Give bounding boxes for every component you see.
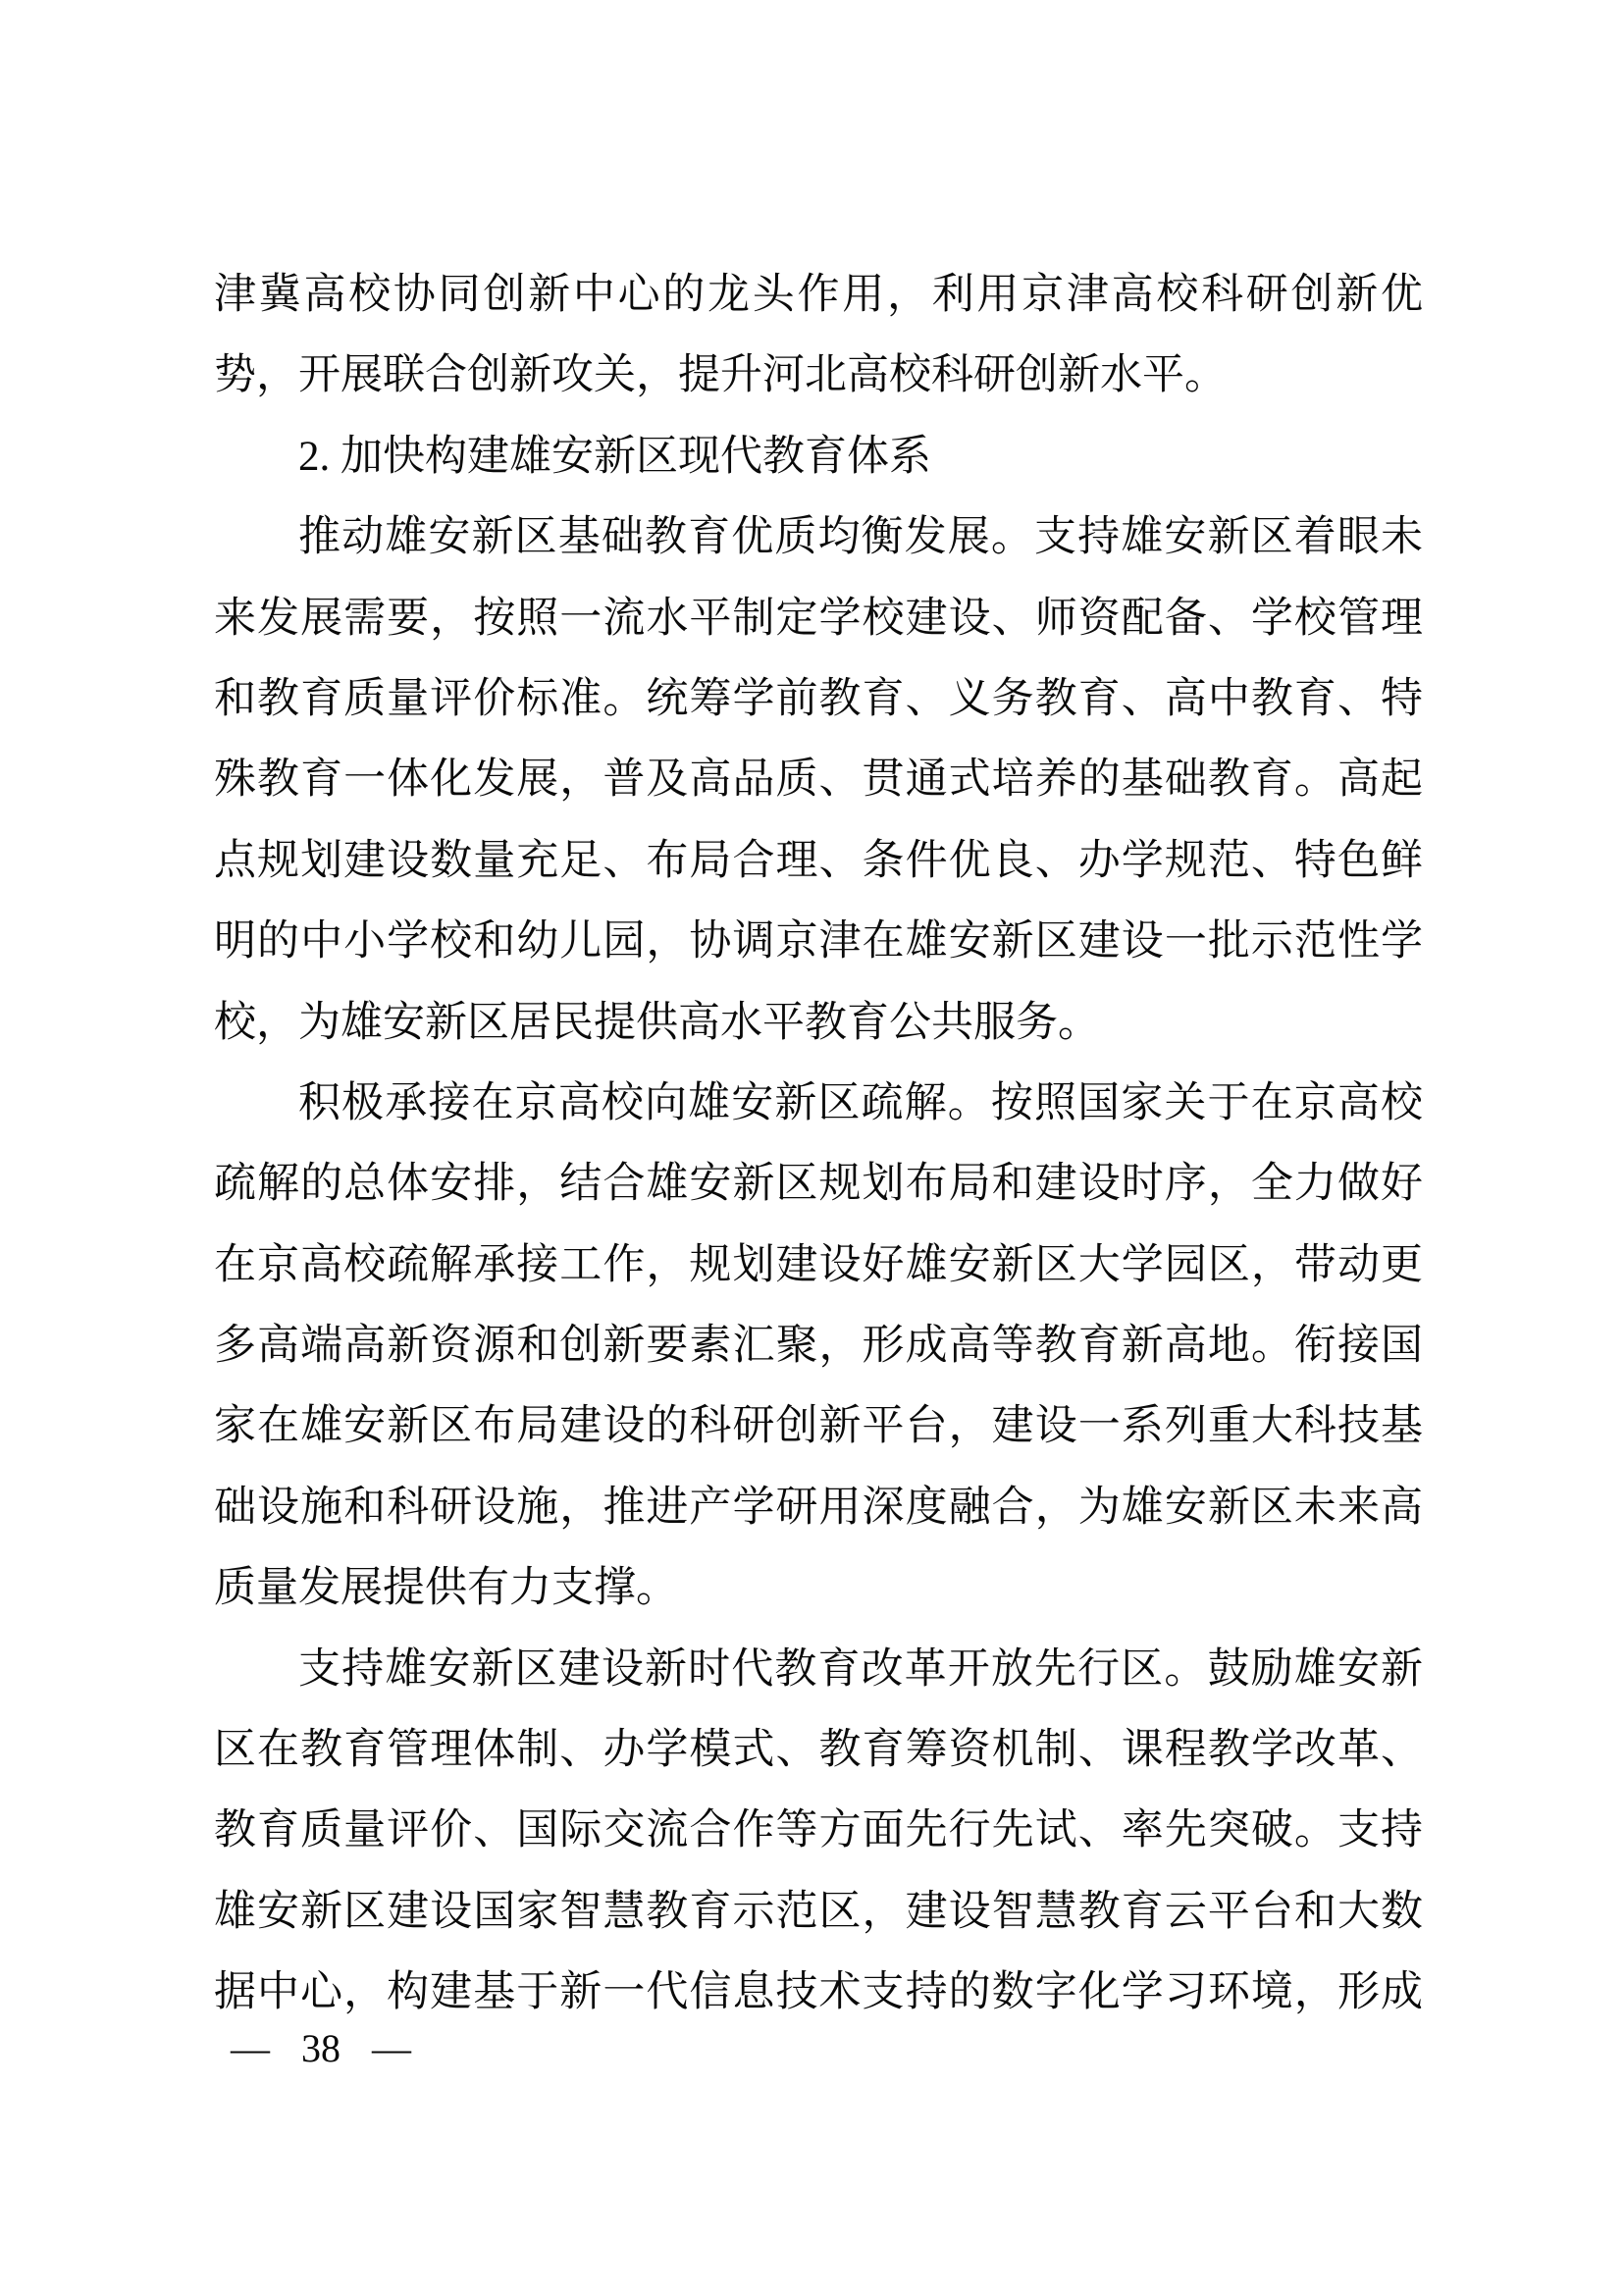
text-line: 点规划建设数量充足、布局合理、条件优良、办学规范、特色鲜 (214, 837, 1423, 884)
text-line: 质量发展提供有力支撑。 (214, 1565, 678, 1612)
text-line: 津冀高校协同创新中心的龙头作用，利用京津高校科研创新优 (214, 272, 1423, 318)
text-line: 疏解的总体安排，结合雄安新区规划布局和建设时序，全力做好 (214, 1161, 1423, 1208)
text-line: 推动雄安新区基础教育优质均衡发展。支持雄安新区着眼未 (298, 514, 1423, 561)
text-line: 来发展需要，按照一流水平制定学校建设、师资配备、学校管理 (214, 595, 1423, 642)
text-line: 势，开展联合创新攻关，提升河北高校科研创新水平。 (214, 352, 1227, 399)
text-line: 据中心，构建基于新一代信息技术支持的数字化学习环境，形成 (214, 1969, 1423, 2016)
page-number: — 38 — (231, 2026, 411, 2070)
text-line: 和教育质量评价标准。统筹学前教育、义务教育、高中教育、特 (214, 675, 1423, 722)
text-line: 在京高校疏解承接工作，规划建设好雄安新区大学园区，带动更 (214, 1241, 1423, 1288)
text-line: 家在雄安新区布局建设的科研创新平台，建设一系列重大科技基 (214, 1403, 1423, 1450)
text-line: 殊教育一体化发展，普及高品质、贯通式培养的基础教育。高起 (214, 757, 1423, 804)
text-line: 教育质量评价、国际交流合作等方面先行先试、率先突破。支持 (214, 1807, 1423, 1854)
text-line: 区在教育管理体制、办学模式、教育筹资机制、课程教学改革、 (214, 1727, 1423, 1774)
text-line: 雄安新区建设国家智慧教育示范区，建设智慧教育云平台和大数 (214, 1888, 1423, 1935)
text-line: 础设施和科研设施，推进产学研用深度融合，为雄安新区未来高 (214, 1484, 1423, 1531)
text-line: 支持雄安新区建设新时代教育改革开放先行区。鼓励雄安新 (298, 1645, 1423, 1693)
text-line: 积极承接在京高校向雄安新区疏解。按照国家关于在京高校 (298, 1079, 1423, 1126)
text-line: 多高端高新资源和创新要素汇聚，形成高等教育新高地。衔接国 (214, 1323, 1423, 1370)
text-line: 明的中小学校和幼儿园，协调京津在雄安新区建设一批示范性学 (214, 918, 1423, 965)
document-body (214, 255, 1423, 2034)
section-heading: 2. 加快构建雄安新区现代教育体系 (298, 433, 931, 480)
text-line: 校，为雄安新区居民提供高水平教育公共服务。 (214, 999, 1100, 1046)
